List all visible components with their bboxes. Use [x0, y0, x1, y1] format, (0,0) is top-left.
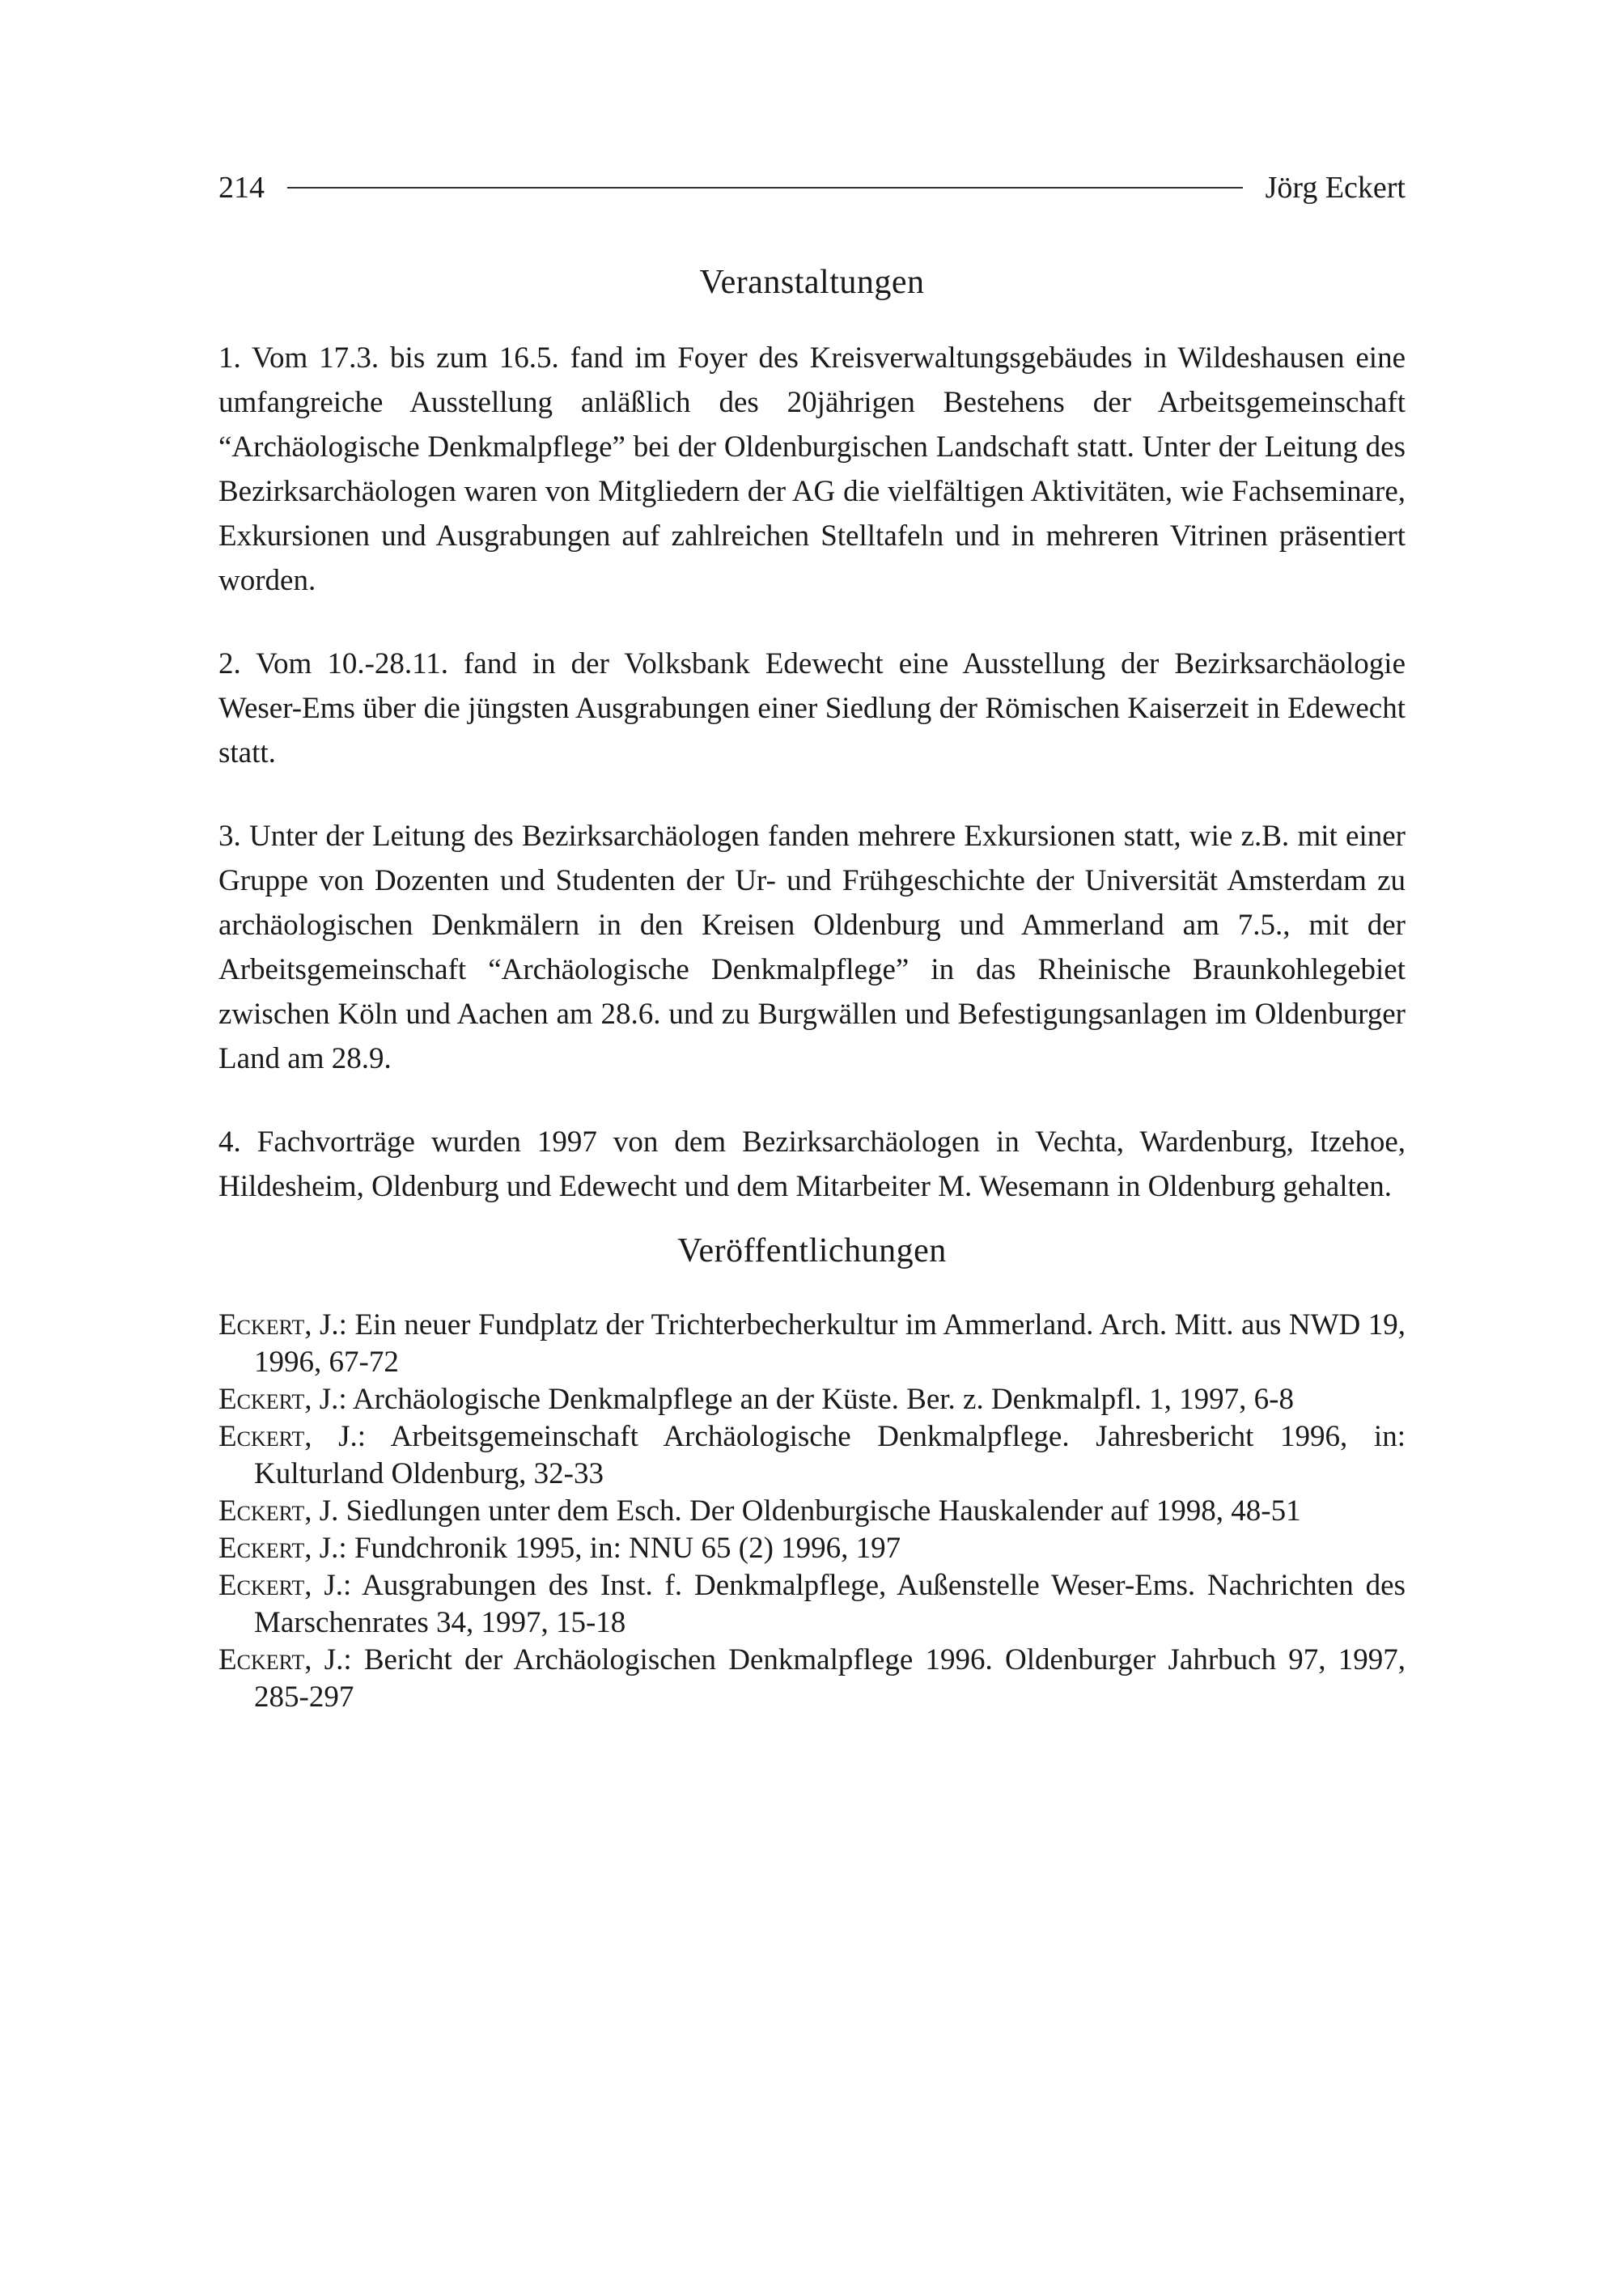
publication-author: Eckert: [218, 1569, 305, 1602]
publication-entry: [218, 1381, 1406, 1418]
publication-author: Eckert: [218, 1308, 305, 1341]
publication-details: , J.: Archäologische Denkmalpflege an der Küste. Ber. z. Denkmalpfl. 1, 1997, 6-8: [304, 1383, 1294, 1416]
publication-author: Eckert: [218, 1420, 305, 1453]
header-rule: [287, 187, 1243, 189]
publication-entry: [218, 1642, 1406, 1716]
publications-section-title: Veröffentlichungen: [677, 1232, 947, 1269]
events-paragraph-3: 3. Unter der Leitung des Bezirksarchäologen fanden mehrere Exkursionen statt, wie z.B. mit einer Gruppe von Dozenten und Studenten der Ur- und Frühgeschichte der Universität Amsterdam zu archäologischen Denkmälern in den Kreisen Oldenburg und Ammerland am 7.5., mit der Arbeitsgemeinschaft “Archäologische Denkmalpflege” in das Rheinische Braunkohlegebiet zwischen Köln und Aachen am 28.6. und zu Burgwällen und Befestigungsanlagen im Oldenburger Land am 28.9.: [218, 820, 1406, 1075]
running-header: [218, 163, 1406, 212]
events-section-title: Veranstaltungen: [699, 264, 925, 301]
publication-entry: [218, 1493, 1406, 1530]
page-number: 214: [218, 171, 265, 205]
events-paragraph-1: 1. Vom 17.3. bis zum 16.5. fand im Foyer des Kreisverwaltungsgebäudes in Wildeshausen eine umfangreiche Ausstellung anläßlich des 20jährigen Bestehens der Arbeitsgemeinschaft “Archäologische Denkmalpflege” bei der Oldenburgischen Landschaft statt. Unter der Leitung des Bezirksarchäologen waren von Mitgliedern der AG die vielfältigen Aktivitäten, wie Fachseminare, Exkursionen und Ausgrabungen auf zahlreichen Stelltafeln und in mehreren Vitrinen präsentiert worden.: [218, 341, 1406, 597]
publications-list: [218, 1307, 1406, 1716]
publication-entry: [218, 1418, 1406, 1493]
events-section-body: [218, 336, 1406, 1248]
publication-author: Eckert: [218, 1383, 305, 1416]
events-paragraph-4: 4. Fachvorträge wurden 1997 von dem Bezirksarchäologen in Vechta, Wardenburg, Itzehoe, Hildesheim, Oldenburg und Edewecht und dem Mitarbeiter M. Wesemann in Oldenburg gehalten.: [218, 1125, 1406, 1203]
publication-details: , J.: Bericht der Archäologischen Denkmalpflege 1996. Oldenburger Jahrbuch 97, 1997, 285-297: [254, 1643, 1406, 1714]
publication-details: , J.: Arbeitsgemeinschaft Archäologische Denkmalpflege. Jahresbericht 1996, in: Kulturland Oldenburg, 32-33: [254, 1420, 1406, 1490]
publication-details: , J.: Ein neuer Fundplatz der Trichterbecherkultur im Ammerland. Arch. Mitt. aus NWD 19, 1996, 67-72: [254, 1308, 1406, 1379]
publication-author: Eckert: [218, 1643, 305, 1676]
publication-entry: [218, 1567, 1406, 1642]
publication-details: , J.: Fundchronik 1995, in: NNU 65 (2) 1996, 197: [304, 1532, 901, 1565]
running-author: Jörg Eckert: [1265, 171, 1406, 205]
events-paragraph-2: 2. Vom 10.-28.11. fand in der Volksbank Edewecht eine Ausstellung der Bezirksarchäologie Weser-Ems über die jüngsten Ausgrabungen einer Siedlung der Römischen Kaiserzeit in Edewecht statt.: [218, 647, 1406, 769]
publication-entry: [218, 1530, 1406, 1567]
publication-author: Eckert: [218, 1532, 305, 1565]
publication-details: , J.: Ausgrabungen des Inst. f. Denkmalpflege, Außenstelle Weser-Ems. Nachrichten des Marschenrates 34, 1997, 15-18: [254, 1569, 1406, 1639]
publication-author: Eckert: [218, 1494, 305, 1528]
publication-details: , J. Siedlungen unter dem Esch. Der Oldenburgische Hauskalender auf 1998, 48-51: [304, 1494, 1301, 1528]
publication-entry: [218, 1307, 1406, 1381]
